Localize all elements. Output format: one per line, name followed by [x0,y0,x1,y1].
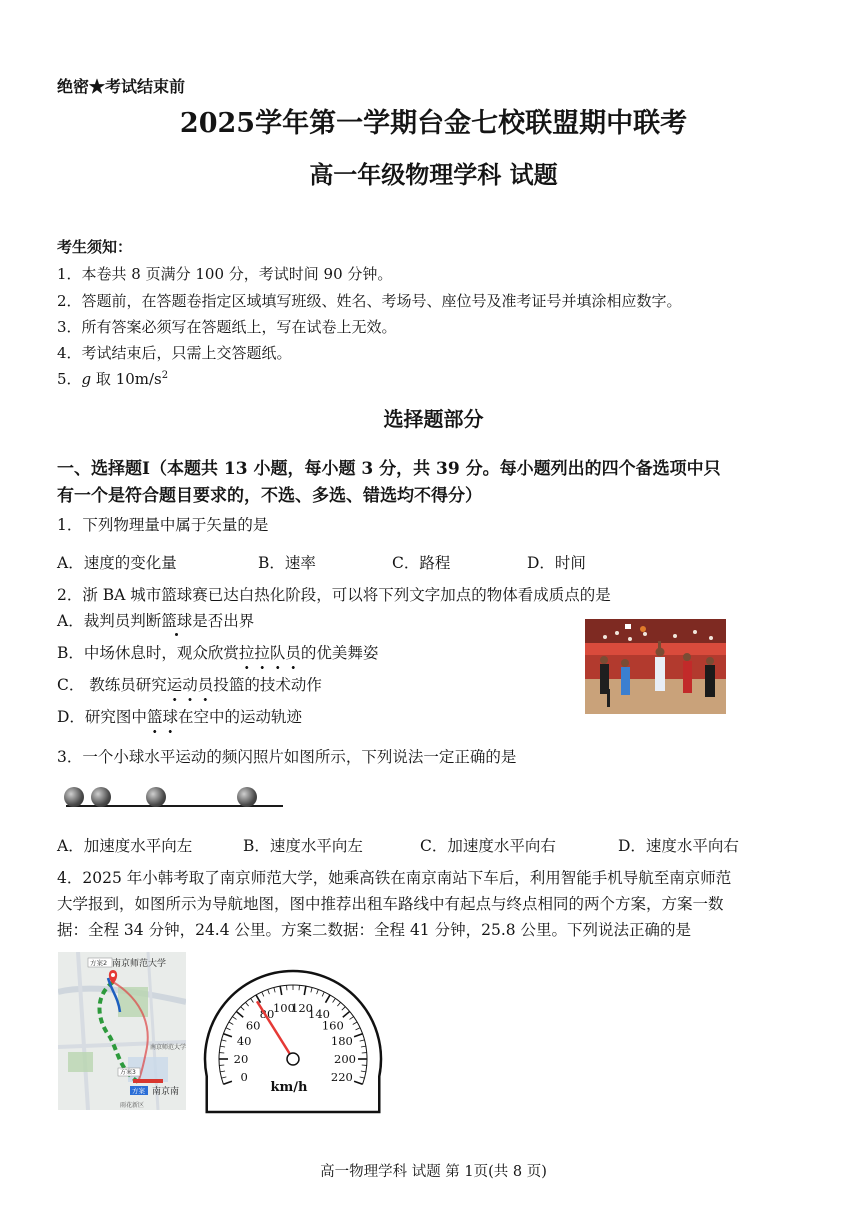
strobe-ball-2 [91,787,111,807]
speedometer-minor-tick [226,1028,231,1030]
q2-stem: 2．浙 BA 城市篮球赛已达白热化阶段，可以将下列文字加点的物体看成质点的是 [57,586,611,604]
notice-item-5-prefix: 5． [57,370,82,388]
page-footer: 高一物理学科 试题 第 1页(共 8 页) [320,1164,547,1180]
navigation-map-svg [58,952,186,1110]
speedometer-label-160: 160 [321,1018,344,1033]
confidential-label: 绝密★考试结束前 [57,77,186,96]
speedometer-minor-tick [317,989,319,994]
speedometer-minor-tick [262,992,264,997]
speedometer-unit: km/h [270,1080,308,1095]
q1-option-a: A．速度的变化量 [57,554,177,572]
q2-a-pre: A．裁判员判断 [57,612,162,630]
navigation-map [58,952,186,1110]
speedometer-major-tick [223,1081,231,1084]
notice-heading: 考生须知： [57,238,133,256]
speedometer-minor-tick [360,1077,365,1078]
q3-option-c: C．加速度水平向右 [420,837,556,855]
q2-c-dotted-text: 运动员 [166,676,214,694]
speedometer-minor-tick [245,1002,248,1006]
q2-d-pre: D．研究图中 [57,708,147,726]
speedometer-minor-tick [361,1071,366,1072]
speedometer [198,954,388,1114]
q2-c-post: 投篮的技术动作 [213,676,322,694]
q2-c-pre: C． 教练员研究 [57,676,167,694]
q4-stem-line2: 大学报到，如图所示为导航地图，图中推荐出租车路线中有起点与终点相同的两个方案，方案一数 [57,895,724,913]
q2-d-dots [147,730,178,733]
speedometer-minor-tick [220,1071,225,1072]
speedometer-hub [287,1053,299,1065]
strobe-ball-4 [237,787,257,807]
map-mid-label: 南京师范大学 [150,1044,186,1051]
speedometer-labels [234,1001,356,1084]
notice-item-4: 4．考试结束后，只需上交答题纸。 [57,344,292,362]
q2-a-dotted: 篮球 [161,609,192,631]
speedometer-minor-tick [229,1022,233,1025]
basketball-photo-svg [585,619,726,714]
speedometer-major-tick [280,986,282,995]
speedometer-minor-tick [360,1040,365,1041]
q2-option-a [57,609,254,631]
strobe-ball-1 [64,787,84,807]
speedometer-label-180: 180 [330,1034,353,1049]
q3-option-d: D．速度水平向右 [618,837,739,855]
map-destination-label: 南京师范大学 [112,959,167,969]
speedometer-major-tick [304,986,306,995]
map-plan2-label: 方案2 [90,959,108,967]
speedometer-label-0: 0 [240,1069,248,1084]
map-start-tag: 方案 [132,1087,145,1095]
q2-b-dotted-text: 拉拉队员 [238,644,301,662]
q2-a-post: 是否出界 [192,612,255,630]
q4-stem-line1: 4．2025 年小韩考取了南京师范大学，她乘高铁在南京南站下车后，利用智能手机导航至南京师范 [57,869,732,887]
map-plan3-label: 方案3 [120,1069,136,1076]
speedometer-label-80: 80 [259,1006,275,1021]
exam-title: 2025学年第一学期台金七校联盟期中联考 [179,108,688,139]
speedometer-minor-tick [251,998,254,1002]
strobe-ball-3 [146,787,166,807]
q2-d-post: 在空中的运动轨迹 [177,708,302,726]
notice-item-5-sup: 2 [161,370,169,381]
q3-option-b: B．速度水平向左 [243,837,363,855]
speedometer-label-140: 140 [308,1006,330,1021]
notice-item-5-var: g [81,370,92,388]
speedometer-label-60: 60 [245,1018,261,1033]
speedometer-major-tick [354,1081,362,1084]
speedometer-minor-tick [232,1017,236,1020]
part1-heading-line1: 一、选择题Ⅰ（本题共 13 小题，每小题 3 分，共 39 分。每小题列出的四个备选项中只 [57,459,721,479]
speedometer-major-tick [326,995,331,1003]
speedometer-minor-tick [333,998,336,1002]
speedometer-minor-tick [311,988,312,993]
speedometer-minor-tick [356,1028,361,1030]
notice-item-5-text: 取 10m/s [91,370,162,388]
speedometer-major-tick [354,1034,362,1037]
speedometer-minor-tick [353,1022,357,1025]
q2-c-dotted [167,673,214,695]
q2-option-d [57,705,302,727]
q2-b-dotted [239,641,301,663]
speedometer-label-200: 200 [334,1052,356,1066]
q4-stem-line3: 据：全程 34 分钟，24.4 公里。方案二数据：全程 41 分钟，25.8 公里。下列说法正确的是 [57,921,692,939]
speedometer-label-40: 40 [236,1034,252,1049]
speedometer-minor-tick [241,1007,245,1011]
q3-option-a: A．加速度水平向左 [57,837,193,855]
q3-stem: 3．一个小球水平运动的频闪照片如图所示，下列说法一定正确的是 [57,748,517,766]
q2-option-c [57,673,322,695]
part1-heading-line2: 有一个是符合题目要求的，不选、多选、错选均不得分） [57,486,482,506]
speedometer-major-tick [343,1011,350,1017]
speedometer-label-20: 20 [233,1052,249,1066]
q1-stem: 1．下列物理量中属于矢量的是 [57,516,269,534]
q1-option-b: B．速率 [258,554,316,572]
q2-b-pre: B．中场休息时，观众欣赏 [57,644,239,662]
speedometer-minor-tick [342,1007,346,1011]
notice-item-5 [57,368,168,389]
q2-b-post: 的优美舞姿 [300,644,379,662]
map-bottom-label: 雨花新区 [120,1102,145,1109]
speedometer-minor-tick [274,988,275,993]
speedometer-major-tick [236,1011,243,1017]
speedometer-label-120: 120 [291,1000,314,1015]
speedometer-minor-tick [268,989,270,994]
basketball-photo [585,619,726,714]
speedometer-minor-tick [222,1040,227,1041]
map-start-label: 南京南 [152,1087,180,1097]
speedometer-minor-tick [350,1017,354,1020]
notice-item-2: 2．答题前，在答题卷指定区域填写班级、姓名、考场号、座位号及准考证号并填涂相应数字。 [57,292,682,310]
speedometer-minor-tick [361,1046,366,1047]
speedometer-minor-tick [222,1077,227,1078]
speedometer-label-100: 100 [272,1000,295,1015]
speedometer-svg [198,954,388,1114]
q1-option-d: D．时间 [527,554,586,572]
notice-item-3: 3．所有答案必须写在答题纸上，写在试卷上无效。 [57,318,397,336]
q2-c-dots [167,698,214,701]
speedometer-minor-tick [337,1002,340,1006]
q2-b-dots [239,666,301,669]
q2-d-dotted-text: 篮球 [146,708,178,726]
section-title: 选择题部分 [383,407,484,431]
speedometer-label-220: 220 [330,1069,353,1084]
speedometer-major-tick [223,1034,231,1037]
exam-subtitle: 高一年级物理学科 试题 [309,160,558,189]
q1-option-c: C．路程 [392,554,451,572]
q2-option-b [57,641,378,663]
speedometer-minor-tick [220,1046,225,1047]
q2-d-dotted [147,705,178,727]
notice-item-1: 1．本卷共 8 页满分 100 分，考试时间 90 分钟。 [57,265,393,283]
speedometer-minor-tick [322,992,324,997]
